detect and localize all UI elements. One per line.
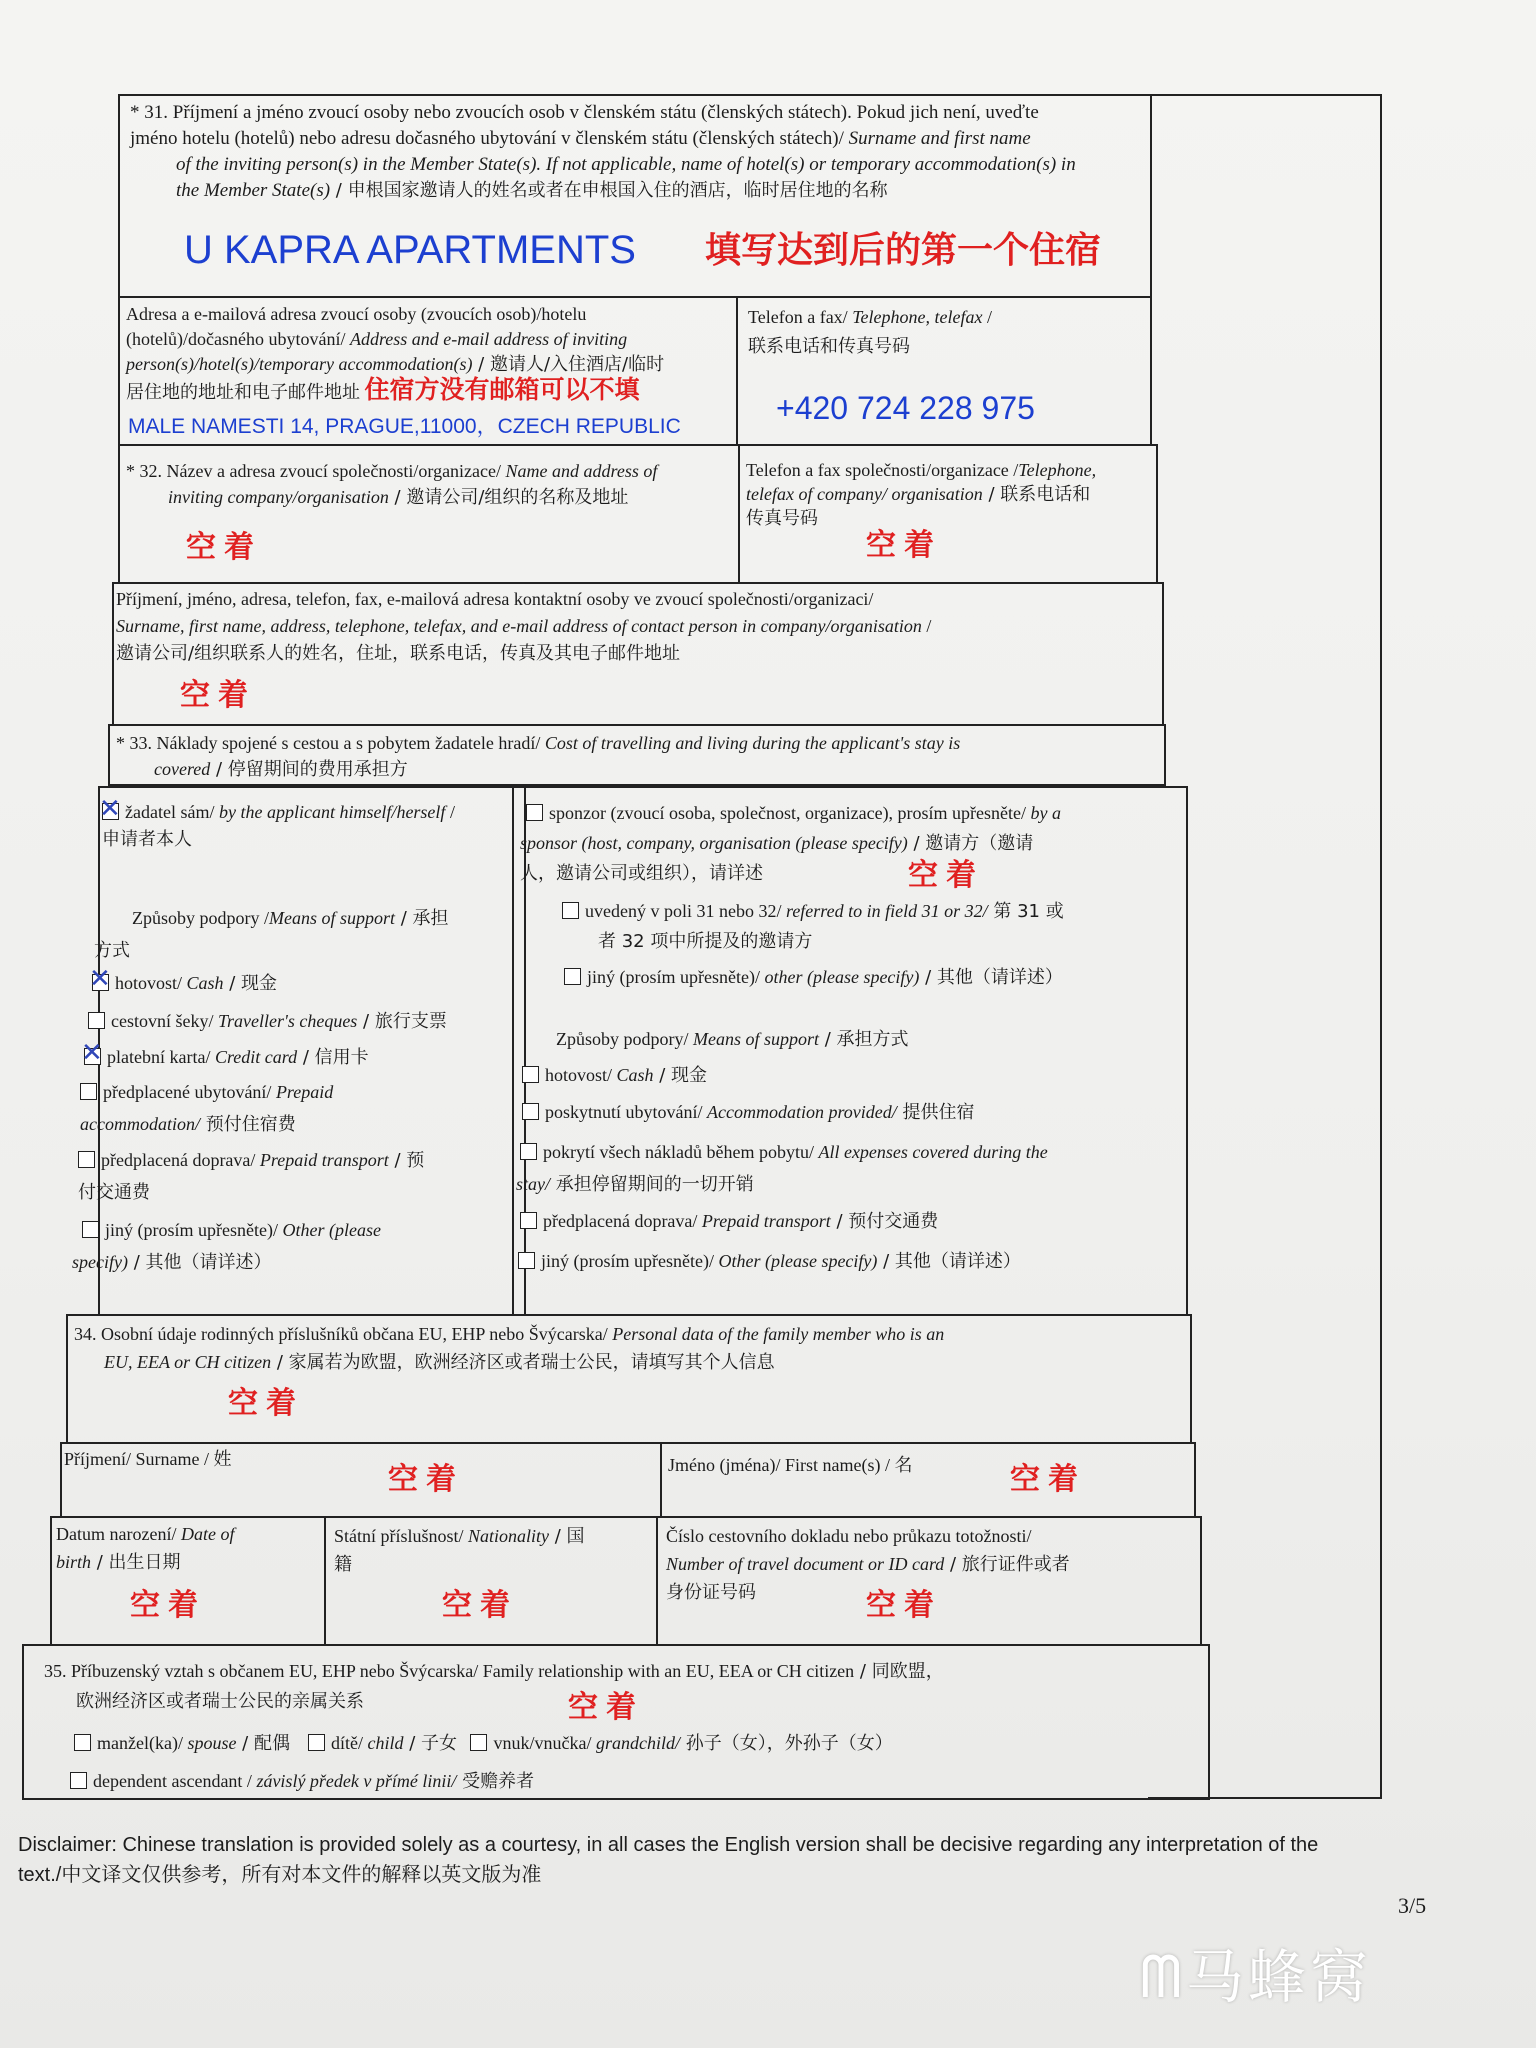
sponsor-option[interactable]: sponzor (zvoucí osoba, společnost, organizace), prosím upřesněte/ by a sponsor (host, company, organisation (please specify) / 邀请方（邀请 人，邀请公司或组织），请详述 [520, 803, 1062, 884]
field-34-empty: 空着 [228, 1386, 304, 1421]
firstname-label: Jméno (jména)/ First name(s) / 名 [668, 1455, 913, 1475]
dob-empty: 空着 [130, 1588, 206, 1623]
doc-empty: 空着 [866, 1588, 942, 1623]
surname-label: Příjmení/ Surname / 姓 [64, 1449, 232, 1469]
sponsor-empty: 空着 [908, 858, 984, 893]
self-option[interactable]: ✕žadatel sám/ by the applicant himself/herself / 申请者本人 [102, 798, 522, 854]
ref-option[interactable]: uvedený v poli 31 nebo 32/ referred to in field 31 or 32/ 第 31 或 者 32 项中所提及的邀请方 [562, 896, 1172, 957]
right-all-checkbox[interactable] [520, 1143, 537, 1160]
left-prepaid-tr-checkbox[interactable] [78, 1151, 95, 1168]
right-tr-checkbox[interactable] [520, 1212, 537, 1229]
self-checkbox[interactable] [102, 803, 119, 820]
right-acc-checkbox[interactable] [522, 1103, 539, 1120]
ref-checkbox[interactable] [562, 902, 579, 919]
field-33-label: * 33. Náklady spojené s cestou a s pobytem žadatele hradí/ Cost of travelling and living during the applicant's stay is covered / 停留期间的费用承担方 [116, 733, 961, 780]
left-other-checkbox[interactable] [82, 1221, 99, 1238]
nationality-empty: 空着 [442, 1588, 518, 1623]
field-35-empty: 空着 [568, 1690, 644, 1725]
phone-value: +420 724 228 975 [776, 390, 1035, 426]
ascendant-option[interactable]: dependent ascendant / závislý předek v přímé linii/ 受赡养者 [70, 1768, 534, 1795]
left-card-checkbox[interactable] [84, 1048, 101, 1065]
spouse-option[interactable]: manžel(ka)/ spouse / 配偶 [74, 1733, 290, 1753]
right-other-option[interactable]: jiný (prosím upřesněte)/ Other (please specify) / 其他（请详述） [518, 1248, 1021, 1275]
left-prepaid-acc-option[interactable]: předplacené ubytování/ Prepaid accommodation/ 预付住宿费 [80, 1082, 334, 1135]
doc-label: Číslo cestovního dokladu nebo průkazu totožnosti/ Number of travel document or ID card / 旅行证件或者 身份证号码 [666, 1526, 1070, 1603]
spouse-checkbox[interactable] [74, 1734, 91, 1751]
left-cheques-option[interactable]: cestovní šeky/ Traveller's cheques / 旅行支票 [88, 1008, 447, 1035]
nationality-label: Státní příslušnost/ Nationality / 国 籍 [334, 1526, 585, 1575]
right-all-option[interactable]: pokrytí všech nákladů během pobytu/ All expenses covered during the stay/ 承担停留期间的一切开销 [516, 1142, 1048, 1195]
left-cash-checkbox[interactable] [92, 974, 109, 991]
field-31-label: * 31. Příjmení a jméno zvoucí osoby nebo zvoucích osob v členském státu (členských státech). Pokud jich není, uveďte jméno hotelu (hotelů) nebo adresu dočasného ubytování v členském státu (členských státech)/ Surname and first name of the inviting person(s) in the Member State(s). If not applicable, name of hotel(s) or temporary accommodation(s) in the Member State(s) / 申根国家邀请人的姓名或者在申根国入住的酒店，临时居住地的名称 [130, 102, 1076, 201]
field-32-label: * 32. Název a adresa zvoucí společnosti/organizace/ Name and address of inviting company/organisation / 邀请公司/组织的名称及地址 [126, 461, 658, 508]
address-value: MALE NAMESTI 14, PRAGUE,11000，CZECH REPUBLIC [128, 415, 681, 438]
left-prepaid-tr-option[interactable]: předplacená doprava/ Prepaid transport / 预 付交通费 [78, 1150, 425, 1203]
firstname-empty: 空着 [1010, 1462, 1086, 1497]
field-32-empty: 空着 [186, 530, 262, 565]
field-31-value: U KAPRA APARTMENTS [184, 228, 636, 272]
left-other-option[interactable]: jiný (prosím upřesněte)/ Other (please specify) / 其他（请详述） [72, 1220, 381, 1273]
logo-mark-icon: ᗰ [1140, 1943, 1186, 2011]
left-card-option[interactable]: ✕platební karta/ Credit card / 信用卡 [84, 1044, 369, 1071]
field-35-label: 35. Příbuzenský vztah s občanem EU, EHP nebo Švýcarska/ Family relationship with an EU, EEA or CH citizen / 同欧盟， 欧洲经济区或者瑞士公民的亲属关系 [44, 1661, 944, 1712]
field-31-note: 填写达到后的第一个住宿 [705, 230, 1102, 271]
child-checkbox[interactable] [308, 1734, 325, 1751]
left-means-label: Způsoby podpory /Means of support / 承担 方式 [94, 908, 449, 961]
right-cash-checkbox[interactable] [522, 1066, 539, 1083]
right-acc-option[interactable]: poskytnutí ubytování/ Accommodation provided/ 提供住宿 [522, 1099, 975, 1126]
left-prepaid-acc-checkbox[interactable] [80, 1083, 97, 1100]
grandchild-option[interactable]: vnuk/vnučka/ grandchild/ 孙子（女），外孙子（女） [470, 1733, 892, 1753]
relation-options [74, 1730, 893, 1757]
right-tr-option[interactable]: předplacená doprava/ Prepaid transport / 预付交通费 [520, 1208, 938, 1235]
ascendant-checkbox[interactable] [70, 1772, 87, 1789]
field-32-phone-empty: 空着 [866, 528, 942, 563]
right-ref-other-option[interactable]: jiný (prosím upřesněte)/ other (please specify) / 其他（请详述） [564, 964, 1063, 991]
field-32-phone-label: Telefon a fax společnosti/organizace /Telephone, telefax of company/ organisation / 联系电话和 传真号码 [746, 460, 1097, 529]
right-means-label: Způsoby podpory/ Means of support / 承担方式 [556, 1029, 909, 1050]
page-number: 3/5 [1398, 1893, 1427, 1918]
sponsor-checkbox[interactable] [526, 804, 543, 821]
left-cheques-checkbox[interactable] [88, 1012, 105, 1029]
phone-label: Telefon a fax/ Telephone, telefax / 联系电话和传真号码 [748, 307, 993, 357]
right-other-checkbox[interactable] [518, 1252, 535, 1269]
surname-empty: 空着 [388, 1462, 464, 1497]
contact-empty: 空着 [180, 678, 256, 713]
address-note: 住宿方没有邮箱可以不填 [364, 375, 640, 404]
address-label: Adresa a e-mailová adresa zvoucí osoby (zvoucích osob)/hotelu (hotelů)/dočasného ubytování/ Address and e-mail address of inviting person(s)/hotel(s)/temporary accommodation(s) / 邀请人/入住酒店/临时 居住地的地址和电子邮件地址 住宿方没有邮箱可以不填 [126, 304, 665, 404]
child-option[interactable]: dítě/ child / 子女 [308, 1733, 457, 1753]
right-cash-option[interactable]: hotovost/ Cash / 现金 [522, 1062, 707, 1089]
dob-label: Datum narození/ Date of birth / 出生日期 [56, 1524, 235, 1573]
grandchild-checkbox[interactable] [470, 1734, 487, 1751]
disclaimer: Disclaimer: Chinese translation is provided solely as a courtesy, in all cases the English version shall be decisive regarding any interpretation of the text./中文译文仅供参考，所有对本文件的解释以英文版为准 [18, 1834, 1319, 1886]
right-ref-other-checkbox[interactable] [564, 968, 581, 985]
field-34-label: 34. Osobní údaje rodinných příslušníků občana EU, EHP nebo Švýcarska/ Personal data of the family member who is an EU, EEA or CH citizen / 家属若为欧盟，欧洲经济区或者瑞士公民，请填写其个人信息 [74, 1324, 945, 1373]
left-cash-option[interactable]: ✕hotovost/ Cash / 现金 [92, 970, 277, 997]
mafengwo-logo: ᗰ马蜂窝 [1140, 1943, 1372, 2011]
contact-label: Příjmení, jméno, adresa, telefon, fax, e-mailová adresa kontaktní osoby ve zvoucí společnosti/organizaci/ Surname, first name, address, telephone, telefax, and e-mail address of contact person in company/organisation / 邀请公司/组织联系人的姓名，住址，联系电话，传真及其电子邮件地址 [116, 589, 932, 664]
